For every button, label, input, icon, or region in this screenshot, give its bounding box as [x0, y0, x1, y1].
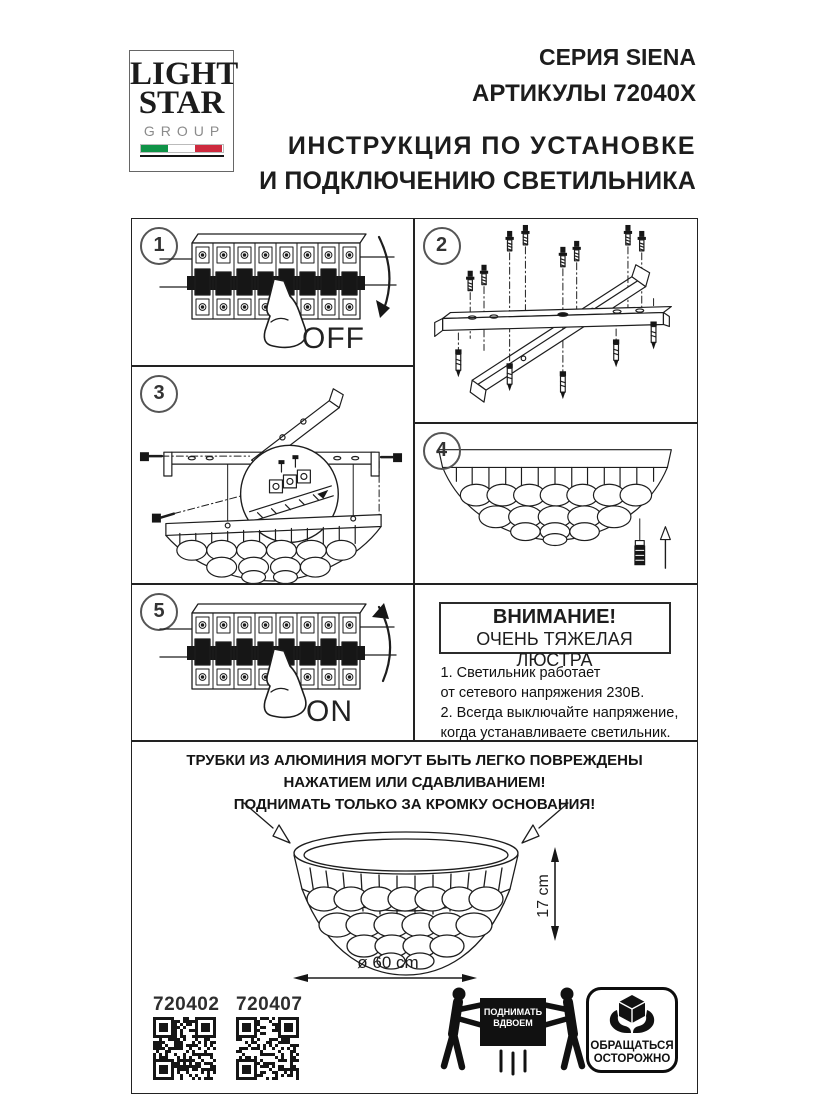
articles-title: АРТИКУЛЫ 72040X: [472, 80, 696, 107]
instruction-title-line2: И ПОДКЛЮЧЕНИЮ СВЕТИЛЬНИКА: [259, 167, 696, 195]
note-line-2: от сетевого напряжения 230В.: [440, 684, 645, 701]
diameter-dimension-label: ø 60 cm: [357, 953, 419, 972]
handling-panel: [131, 740, 698, 1094]
note-line-1: 1. Светильник работает: [440, 664, 601, 681]
lift-in-pairs-icon: [437, 985, 592, 1080]
flag-white-segment: [168, 145, 195, 152]
lightstar-logo: [129, 50, 239, 172]
attention-box: [439, 602, 671, 670]
logo-underline: [140, 155, 224, 157]
step-2-badge: 2: [423, 227, 461, 265]
on-label: ON: [306, 694, 353, 728]
logo-word-group: GROUP: [143, 123, 226, 139]
qr-label-720407: 720407: [236, 994, 303, 1015]
step-1-panel: [132, 219, 413, 365]
note-line-4: когда устанавливаете светильник.: [440, 724, 671, 741]
flag-green-segment: [141, 145, 168, 152]
step-1-badge: 1: [140, 227, 178, 265]
off-label: OFF: [302, 322, 365, 355]
attention-panel: [415, 585, 694, 739]
attention-subtitle: ОЧЕНЬ ТЯЖЕЛАЯ ЛЮСТРА: [476, 628, 633, 670]
logo-word-star: STAR: [138, 85, 225, 121]
handling-warning-line-3: ПОДНИМАТЬ ТОЛЬКО ЗА КРОМКУ ОСНОВАНИЯ!: [233, 796, 596, 813]
two-people-lifting-drawing: [437, 985, 592, 1080]
italian-flag-icon: [140, 144, 224, 153]
circuit-breaker-on-drawing: [158, 591, 408, 731]
hands-holding-cube-drawing: [604, 994, 660, 1034]
flag-red-segment: [195, 145, 222, 152]
step-4-panel: [415, 424, 694, 583]
step-5-panel: [132, 585, 413, 739]
handling-warning-line-1: ТРУБКИ ИЗ АЛЮМИНИЯ МОГУТ БЫТЬ ЛЕГКО ПОВРЕЖДЕНЫ: [186, 752, 643, 769]
care-label-line2: ОСТОРОЖНО: [593, 1053, 671, 1065]
note-line-3: 2. Всегда выключайте напряжение,: [440, 704, 679, 721]
document-header: [259, 44, 696, 196]
lift-label-line2: ВДВОЕМ: [493, 1018, 533, 1028]
circuit-breaker-off-drawing: [158, 221, 408, 361]
step-3-badge: 3: [140, 375, 178, 413]
logo-word-light: LIGHT: [130, 56, 239, 92]
step-5-badge: 5: [140, 593, 178, 631]
qr-code-720402: [153, 1017, 216, 1080]
step-3-panel: [132, 367, 413, 583]
qr-code-720407: [236, 1017, 299, 1080]
handle-with-care-icon: [586, 987, 678, 1073]
step-4-badge: 4: [423, 432, 461, 470]
lift-label-line1: ПОДНИМАТЬ: [483, 1007, 543, 1017]
height-dimension-label: 17 cm: [535, 874, 552, 918]
lift-box-label: [480, 1007, 546, 1029]
step-2-panel: [415, 219, 694, 422]
care-label-line1: ОБРАЩАТЬСЯ: [590, 1040, 674, 1052]
instruction-title-line1: ИНСТРУКЦИЯ ПО УСТАНОВКЕ: [287, 132, 696, 160]
installation-steps-grid: [131, 218, 698, 742]
attention-title: ВНИМАНИЕ!: [492, 605, 617, 628]
handling-warning-line-2: НАЖАТИЕМ ИЛИ СДАВЛИВАНИЕМ!: [283, 774, 546, 791]
series-title: СЕРИЯ SIENA: [538, 44, 696, 70]
qr-label-720402: 720402: [153, 994, 220, 1015]
